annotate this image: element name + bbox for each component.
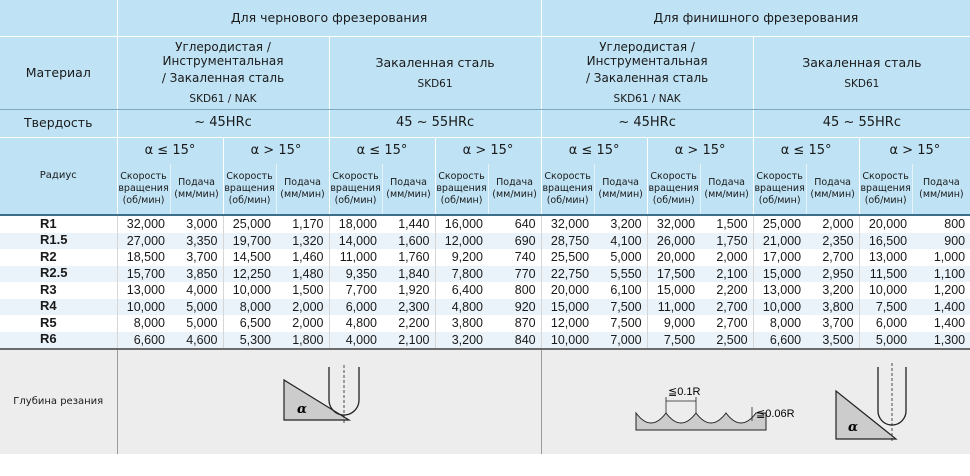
feed-cell: 1,200 <box>912 282 970 299</box>
radius-cell: R6 <box>0 332 117 349</box>
speed-cell: 12,000 <box>435 233 488 250</box>
feed-header-line: (мм/мин) <box>919 189 964 200</box>
radius-cell: R5 <box>0 315 117 332</box>
speed-cell: 9,000 <box>647 315 700 332</box>
angle-le-15: α ≤ 15° <box>753 138 859 164</box>
speed-cell: 6,400 <box>435 282 488 299</box>
feed-cell: 2,200 <box>700 282 753 299</box>
speed-header <box>223 164 276 214</box>
speed-header-line: вращения <box>224 183 275 195</box>
table-row <box>0 266 970 283</box>
speed-header-line: вращения <box>860 183 911 195</box>
speed-header <box>859 164 912 214</box>
feed-cell: 870 <box>488 315 541 332</box>
speed-header <box>753 164 806 214</box>
speed-cell: 3,800 <box>435 315 488 332</box>
feed-cell: 2,000 <box>806 216 859 233</box>
feed-header <box>594 164 647 214</box>
feed-cell: 1,800 <box>276 332 329 349</box>
speed-cell: 4,000 <box>329 332 382 349</box>
feed-cell: 2,000 <box>276 299 329 316</box>
speed-cell: 3,200 <box>435 332 488 349</box>
material-hard-code: SKD61 <box>844 77 880 90</box>
speed-header-line: (об/мин) <box>546 194 589 206</box>
material-hard-name: Закаленная сталь <box>375 55 495 71</box>
speed-cell: 12,000 <box>541 315 594 332</box>
material-hard-rough <box>329 37 541 109</box>
feed-cell: 1,750 <box>700 233 753 250</box>
speed-header-line: (об/мин) <box>122 194 165 206</box>
speed-cell: 27,000 <box>117 233 170 250</box>
feed-cell: 2,300 <box>382 299 435 316</box>
speed-header-line: (об/мин) <box>758 194 801 206</box>
speed-cell: 13,000 <box>859 249 912 266</box>
speed-cell: 15,700 <box>117 266 170 283</box>
speed-cell: 11,500 <box>859 266 912 283</box>
feed-cell: 4,600 <box>170 332 223 349</box>
feed-cell: 2,350 <box>806 233 859 250</box>
feed-header-line: (мм/мин) <box>492 189 537 200</box>
speed-cell: 28,750 <box>541 233 594 250</box>
speed-cell: 12,250 <box>223 266 276 283</box>
table-row <box>0 216 970 233</box>
speed-header <box>647 164 700 214</box>
table-row <box>0 315 970 332</box>
speed-cell: 11,000 <box>329 249 382 266</box>
feed-cell: 1,760 <box>382 249 435 266</box>
feed-cell: 2,700 <box>700 315 753 332</box>
material-hard-finish <box>753 37 970 109</box>
feed-cell: 1,440 <box>382 216 435 233</box>
speed-header-line: Скорость <box>438 171 485 183</box>
angle-le-15: α ≤ 15° <box>329 138 435 164</box>
feed-header <box>700 164 753 214</box>
feed-cell: 1,920 <box>382 282 435 299</box>
feed-header-line: (мм/мин) <box>810 189 855 200</box>
feed-cell: 2,500 <box>700 332 753 349</box>
finish-cut-diagram <box>556 355 956 445</box>
angle-gt-15: α > 15° <box>647 138 753 164</box>
feed-cell: 4,000 <box>170 282 223 299</box>
scallop-profile <box>636 413 766 430</box>
speed-header-line: вращения <box>754 183 805 195</box>
speed-cell: 10,000 <box>541 332 594 349</box>
speed-cell: 7,500 <box>647 332 700 349</box>
feed-header-line: Подача <box>496 177 533 189</box>
speed-header-line: Скорость <box>650 171 697 183</box>
material-carbon-line1: Углеродистая / Инструментальная <box>586 39 708 68</box>
speed-header-line: вращения <box>648 183 699 195</box>
speed-cell: 20,000 <box>647 249 700 266</box>
feed-cell: 4,100 <box>594 233 647 250</box>
speed-cell: 14,500 <box>223 249 276 266</box>
speed-cell: 8,000 <box>223 299 276 316</box>
speed-cell: 6,000 <box>859 315 912 332</box>
feed-cell: 1,300 <box>912 332 970 349</box>
feed-cell: 1,100 <box>912 266 970 283</box>
speed-header-line: (об/мин) <box>228 194 271 206</box>
feed-header-line: Подача <box>814 177 851 189</box>
speed-header-line: (об/мин) <box>334 194 377 206</box>
material-hard-name: Закаленная сталь <box>802 55 922 71</box>
speed-header <box>541 164 594 214</box>
feed-cell: 2,000 <box>700 249 753 266</box>
speed-cell: 32,000 <box>647 216 700 233</box>
group-rough-header: Для чернового фрезерования <box>117 0 541 36</box>
feed-header-line: Подача <box>390 177 427 189</box>
material-carbon-code: SKD61 / NAK <box>189 93 257 106</box>
feed-cell: 5,000 <box>170 299 223 316</box>
feed-cell: 2,950 <box>806 266 859 283</box>
feed-cell: 1,460 <box>276 249 329 266</box>
alpha-symbol: α <box>847 420 858 436</box>
feed-header-line: (мм/мин) <box>704 189 749 200</box>
radius-cell: R2 <box>0 249 117 266</box>
feed-cell: 1,000 <box>912 249 970 266</box>
feed-cell: 1,600 <box>382 233 435 250</box>
speed-cell: 9,350 <box>329 266 382 283</box>
speed-header-line: вращения <box>118 183 169 195</box>
speed-cell: 10,000 <box>117 299 170 316</box>
speed-cell: 20,000 <box>859 216 912 233</box>
speed-header-line: Скорость <box>756 171 803 183</box>
speed-cell: 7,500 <box>859 299 912 316</box>
speed-header-line: Скорость <box>862 171 909 183</box>
speed-cell: 5,000 <box>859 332 912 349</box>
speed-cell: 13,000 <box>117 282 170 299</box>
radius-cell: R1.5 <box>0 233 117 250</box>
material-carbon-rough <box>117 37 329 109</box>
table-row <box>0 332 970 349</box>
angle-le-15: α ≤ 15° <box>541 138 647 164</box>
speed-cell: 6,600 <box>117 332 170 349</box>
feed-cell: 1,400 <box>912 299 970 316</box>
speed-header <box>117 164 170 214</box>
speed-header-line: Скорость <box>332 171 379 183</box>
feed-header-line: Подача <box>178 177 215 189</box>
depth-finish-cell <box>541 350 970 454</box>
speed-cell: 10,000 <box>223 282 276 299</box>
speed-cell: 5,300 <box>223 332 276 349</box>
feed-cell: 740 <box>488 249 541 266</box>
speed-cell: 6,600 <box>753 332 806 349</box>
speed-header-line: (об/мин) <box>652 194 695 206</box>
depth-label: Глубина резания <box>0 350 117 454</box>
depth-rough-cell <box>117 350 541 454</box>
feed-header-line: Подача <box>922 177 960 189</box>
angle-le-15: α ≤ 15° <box>117 138 223 164</box>
speed-header-line: (об/мин) <box>864 194 907 206</box>
feed-cell: 2,200 <box>382 315 435 332</box>
feed-cell: 7,500 <box>594 299 647 316</box>
feed-header-line: (мм/мин) <box>174 189 219 200</box>
feed-cell: 2,100 <box>382 332 435 349</box>
feed-header-line: Подача <box>284 177 321 189</box>
speed-cell: 25,500 <box>541 249 594 266</box>
feed-header <box>276 164 329 214</box>
speed-cell: 21,000 <box>753 233 806 250</box>
feed-cell: 2,700 <box>806 249 859 266</box>
speed-cell: 20,000 <box>541 282 594 299</box>
feed-cell: 1,320 <box>276 233 329 250</box>
material-carbon-code: SKD61 / NAK <box>613 93 681 106</box>
speed-cell: 16,500 <box>859 233 912 250</box>
radius-cell: R1 <box>0 216 117 233</box>
feed-cell: 690 <box>488 233 541 250</box>
feed-cell: 640 <box>488 216 541 233</box>
feed-cell: 1,840 <box>382 266 435 283</box>
hardness-value: ~ 45HRc <box>541 110 753 137</box>
feed-cell: 3,700 <box>806 315 859 332</box>
feed-cell: 1,400 <box>912 315 970 332</box>
material-hard-code: SKD61 <box>417 77 453 90</box>
speed-cell: 26,000 <box>647 233 700 250</box>
feed-cell: 3,500 <box>806 332 859 349</box>
feed-cell: 920 <box>488 299 541 316</box>
speed-header-line: Скорость <box>226 171 273 183</box>
feed-cell: 3,800 <box>806 299 859 316</box>
angle-gt-15: α > 15° <box>223 138 329 164</box>
speed-cell: 32,000 <box>117 216 170 233</box>
speed-cell: 15,000 <box>647 282 700 299</box>
speed-cell: 4,800 <box>329 315 382 332</box>
feed-header <box>912 164 970 214</box>
speed-cell: 18,500 <box>117 249 170 266</box>
feed-cell: 1,480 <box>276 266 329 283</box>
feed-header-line: Подача <box>602 177 639 189</box>
feed-cell: 6,100 <box>594 282 647 299</box>
speed-cell: 13,000 <box>753 282 806 299</box>
feed-header-line: (мм/мин) <box>386 189 431 200</box>
alpha-symbol: α <box>297 402 308 418</box>
feed-cell: 800 <box>912 216 970 233</box>
radius-label: Радиус <box>0 138 117 214</box>
corner-cell <box>0 0 117 36</box>
speed-header <box>435 164 488 214</box>
feed-cell: 3,000 <box>170 216 223 233</box>
speed-header-line: Скорость <box>544 171 591 183</box>
feed-cell: 840 <box>488 332 541 349</box>
speed-header-line: вращения <box>436 183 487 195</box>
feed-cell: 5,000 <box>170 315 223 332</box>
feed-cell: 900 <box>912 233 970 250</box>
speed-cell: 18,000 <box>329 216 382 233</box>
material-label: Материал <box>0 37 117 109</box>
speed-cell: 6,500 <box>223 315 276 332</box>
speed-header-line: Скорость <box>120 171 167 183</box>
slope-wedge <box>836 391 896 439</box>
speed-header-line: вращения <box>542 183 593 195</box>
speed-cell: 15,000 <box>753 266 806 283</box>
speed-cell: 7,800 <box>435 266 488 283</box>
feed-cell: 1,500 <box>700 216 753 233</box>
feed-cell: 7,000 <box>594 332 647 349</box>
speed-cell: 17,500 <box>647 266 700 283</box>
feed-cell: 3,200 <box>806 282 859 299</box>
speed-cell: 14,000 <box>329 233 382 250</box>
feed-header-line: (мм/мин) <box>598 189 643 200</box>
speed-cell: 6,000 <box>329 299 382 316</box>
material-carbon-line1: Углеродистая / Инструментальная <box>162 39 284 68</box>
speed-header <box>329 164 382 214</box>
speed-cell: 19,700 <box>223 233 276 250</box>
speed-header-line: вращения <box>330 183 381 195</box>
feed-cell: 2,700 <box>700 299 753 316</box>
radius-cell: R3 <box>0 282 117 299</box>
feed-cell: 5,000 <box>594 249 647 266</box>
feed-header <box>170 164 223 214</box>
rough-cut-diagram <box>279 365 419 435</box>
angle-gt-15: α > 15° <box>859 138 970 164</box>
hardness-value: 45 ~ 55HRc <box>329 110 541 137</box>
feed-cell: 7,500 <box>594 315 647 332</box>
speed-cell: 32,000 <box>541 216 594 233</box>
group-finish-header: Для финишного фрезерования <box>541 0 970 36</box>
feed-cell: 770 <box>488 266 541 283</box>
feed-cell: 3,200 <box>594 216 647 233</box>
hardness-value: 45 ~ 55HRc <box>753 110 970 137</box>
material-carbon-finish <box>541 37 753 109</box>
material-carbon-line2: / Закаленная сталь <box>585 71 709 86</box>
table-row <box>0 282 970 299</box>
radius-cell: R4 <box>0 299 117 316</box>
hardness-label: Твердость <box>0 110 117 137</box>
table-row <box>0 233 970 250</box>
angle-gt-15: α > 15° <box>435 138 541 164</box>
speed-cell: 25,000 <box>753 216 806 233</box>
speed-cell: 17,000 <box>753 249 806 266</box>
feed-cell: 3,850 <box>170 266 223 283</box>
feed-header <box>488 164 541 214</box>
hardness-value: ~ 45HRc <box>117 110 329 137</box>
feed-header-line: Подача <box>708 177 745 189</box>
radius-cell: R2.5 <box>0 266 117 283</box>
depth-limit-label: ≦0.06R <box>755 408 795 421</box>
feed-header <box>806 164 859 214</box>
step-over-label: ≦0.1R <box>667 386 701 399</box>
speed-cell: 8,000 <box>117 315 170 332</box>
table-row <box>0 249 970 266</box>
feed-cell: 3,350 <box>170 233 223 250</box>
speed-cell: 10,000 <box>753 299 806 316</box>
feed-cell: 5,550 <box>594 266 647 283</box>
table-row <box>0 299 970 316</box>
feed-cell: 2,100 <box>700 266 753 283</box>
feed-cell: 3,700 <box>170 249 223 266</box>
speed-cell: 11,000 <box>647 299 700 316</box>
feed-cell: 1,500 <box>276 282 329 299</box>
speed-cell: 15,000 <box>541 299 594 316</box>
speed-cell: 9,200 <box>435 249 488 266</box>
feed-cell: 2,000 <box>276 315 329 332</box>
material-carbon-line2: / Закаленная сталь <box>161 71 285 86</box>
speed-cell: 7,700 <box>329 282 382 299</box>
speed-cell: 10,000 <box>859 282 912 299</box>
speed-cell: 16,000 <box>435 216 488 233</box>
feed-cell: 1,170 <box>276 216 329 233</box>
speed-cell: 25,000 <box>223 216 276 233</box>
feed-header <box>382 164 435 214</box>
speed-cell: 8,000 <box>753 315 806 332</box>
feed-cell: 800 <box>488 282 541 299</box>
speed-header-line: (об/мин) <box>440 194 483 206</box>
speed-cell: 4,800 <box>435 299 488 316</box>
speed-cell: 22,750 <box>541 266 594 283</box>
feed-header-line: (мм/мин) <box>280 189 325 200</box>
